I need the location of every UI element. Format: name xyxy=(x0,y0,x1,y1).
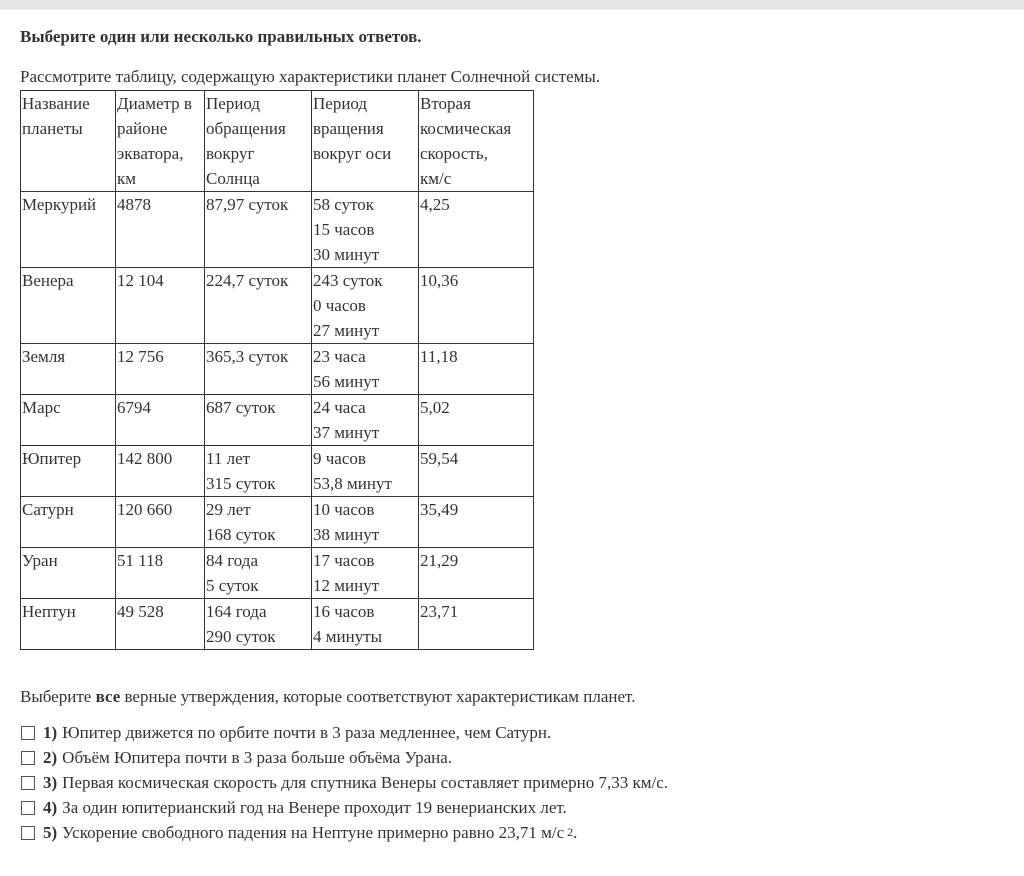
table-header-row xyxy=(21,91,534,192)
header-orbit-period: Период обращения вокруг Солнца xyxy=(205,91,312,192)
intro-text: Рассмотрите таблицу, содержащую характеристики планет Солнечной системы. xyxy=(20,67,601,86)
answer-option-1[interactable]: 1) Юпитер движется по орбите почти в 3 раза медленнее, чем Сатурн. xyxy=(21,720,668,745)
cell-orbit-period: 87,97 суток xyxy=(205,192,312,268)
answer-option-3[interactable]: 3) Первая космическая скорость для спутника Венеры составляет примерно 7,33 км/с. xyxy=(21,770,668,795)
cell-rotation-period: 23 часа 56 минут xyxy=(312,344,419,395)
cell-diameter: 51 118 xyxy=(116,548,205,599)
cell-escape-velocity: 11,18 xyxy=(419,344,534,395)
cell-diameter: 49 528 xyxy=(116,599,205,650)
answer-checkbox-1[interactable] xyxy=(21,726,35,740)
header-rotation-period: Период вращения вокруг оси xyxy=(312,91,419,192)
answer-checkbox-4[interactable] xyxy=(21,801,35,815)
cell-orbit-period: 29 лет 168 суток xyxy=(205,497,312,548)
answer-checkbox-3[interactable] xyxy=(21,776,35,790)
table-row xyxy=(21,268,534,344)
table-row xyxy=(21,344,534,395)
table-body xyxy=(21,192,534,650)
table-row xyxy=(21,395,534,446)
table-row xyxy=(21,446,534,497)
cell-escape-velocity: 21,29 xyxy=(419,548,534,599)
answer-option-5[interactable]: 5) Ускорение свободного падения на Нептуне примерно равно 23,71 м/с 2 . xyxy=(21,820,668,845)
cell-planet-name: Земля xyxy=(21,344,116,395)
header-diameter: Диаметр в районе экватора, км xyxy=(116,91,205,192)
cell-diameter: 4878 xyxy=(116,192,205,268)
question-text: Выберите все верные утверждения, которые соответствуют характеристикам планет. xyxy=(20,687,636,706)
cell-diameter: 12 104 xyxy=(116,268,205,344)
answer-option-4[interactable]: 4) За один юпитерианский год на Венере проходит 19 венерианских лет. xyxy=(21,795,668,820)
cell-diameter: 120 660 xyxy=(116,497,205,548)
cell-rotation-period: 17 часов 12 минут xyxy=(312,548,419,599)
cell-planet-name: Меркурий xyxy=(21,192,116,268)
cell-escape-velocity: 10,36 xyxy=(419,268,534,344)
cell-escape-velocity: 23,71 xyxy=(419,599,534,650)
cell-planet-name: Уран xyxy=(21,548,116,599)
cell-orbit-period: 11 лет 315 суток xyxy=(205,446,312,497)
cell-planet-name: Венера xyxy=(21,268,116,344)
cell-escape-velocity: 4,25 xyxy=(419,192,534,268)
cell-orbit-period: 365,3 суток xyxy=(205,344,312,395)
cell-planet-name: Нептун xyxy=(21,599,116,650)
cell-rotation-period: 10 часов 38 минут xyxy=(312,497,419,548)
cell-diameter: 6794 xyxy=(116,395,205,446)
cell-escape-velocity: 59,54 xyxy=(419,446,534,497)
top-bar xyxy=(0,0,1024,10)
answer-list xyxy=(21,720,668,845)
instruction-text: Выберите один или несколько правильных ответов. xyxy=(20,27,422,46)
answer-checkbox-5[interactable] xyxy=(21,826,35,840)
table-row xyxy=(21,548,534,599)
table-row xyxy=(21,599,534,650)
cell-diameter: 142 800 xyxy=(116,446,205,497)
cell-rotation-period: 58 суток 15 часов 30 минут xyxy=(312,192,419,268)
cell-orbit-period: 687 суток xyxy=(205,395,312,446)
answer-checkbox-2[interactable] xyxy=(21,751,35,765)
header-planet-name: Название планеты xyxy=(21,91,116,192)
cell-orbit-period: 84 года 5 суток xyxy=(205,548,312,599)
cell-planet-name: Сатурн xyxy=(21,497,116,548)
table-row xyxy=(21,192,534,268)
cell-orbit-period: 164 года 290 суток xyxy=(205,599,312,650)
cell-diameter: 12 756 xyxy=(116,344,205,395)
answer-option-2[interactable]: 2) Объём Юпитера почти в 3 раза больше объёма Урана. xyxy=(21,745,668,770)
cell-planet-name: Марс xyxy=(21,395,116,446)
cell-escape-velocity: 35,49 xyxy=(419,497,534,548)
cell-rotation-period: 16 часов 4 минуты xyxy=(312,599,419,650)
cell-rotation-period: 9 часов 53,8 минут xyxy=(312,446,419,497)
header-escape-velocity: Вторая космическая скорость, км/с xyxy=(419,91,534,192)
planets-table xyxy=(20,90,534,650)
cell-rotation-period: 24 часа 37 минут xyxy=(312,395,419,446)
cell-escape-velocity: 5,02 xyxy=(419,395,534,446)
table-row xyxy=(21,497,534,548)
cell-orbit-period: 224,7 суток xyxy=(205,268,312,344)
cell-planet-name: Юпитер xyxy=(21,446,116,497)
cell-rotation-period: 243 суток 0 часов 27 минут xyxy=(312,268,419,344)
